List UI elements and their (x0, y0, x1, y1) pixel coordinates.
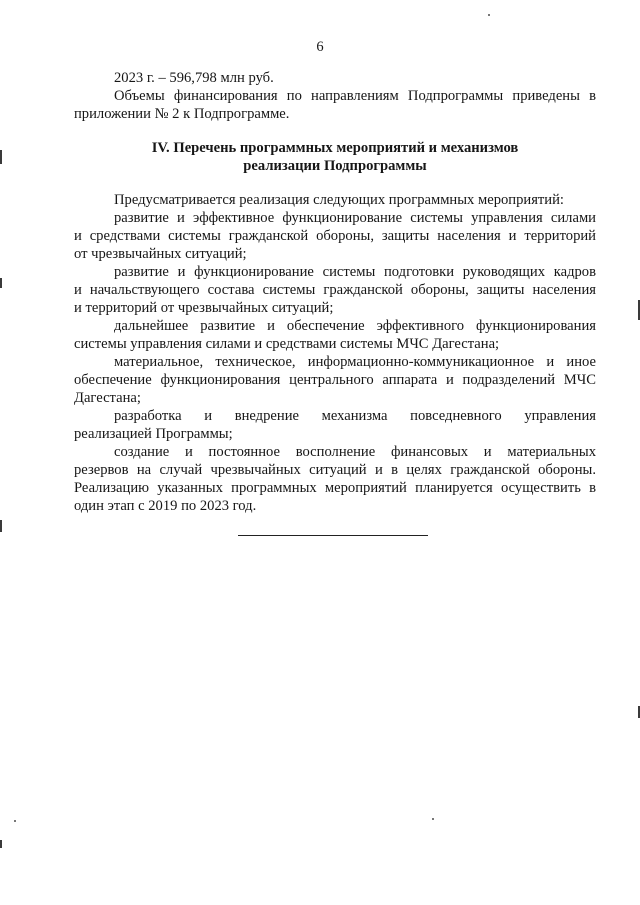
text-line: Дагестана; (74, 390, 141, 406)
text-line: разработка и внедрение механизма повседневного управления (114, 408, 596, 424)
text-line: и начальствующего состава системы гражданской обороны, защиты населения (74, 282, 596, 298)
scan-artifact (432, 818, 434, 820)
text-line: 2023 г. – 596,798 млн руб. (114, 70, 274, 86)
text-line: дальнейшее развитие и обеспечение эффективного функционирования (114, 318, 596, 334)
text-line: материальное, техническое, информационно-коммуникационное и иное (114, 354, 596, 370)
text-line: Реализацию указанных программных мероприятий планируется осуществить в (74, 480, 596, 496)
section-heading (74, 139, 596, 175)
text-line: создание и постоянное восполнение финансовых и материальных (114, 444, 596, 460)
scan-artifact (0, 278, 2, 288)
text-line: приложении № 2 к Подпрограмме. (74, 106, 290, 122)
text-line: развитие и функционирование системы подготовки руководящих кадров (114, 264, 596, 280)
scan-artifact (0, 150, 2, 164)
text-line: обеспечение функционирования центрального аппарата и подразделений МЧС (74, 372, 596, 388)
text-line: один этап с 2019 по 2023 год. (74, 498, 257, 514)
funding-paragraph (74, 69, 596, 123)
text-line: системы управления силами и средствами системы МЧС Дагестана; (74, 336, 500, 352)
text-line: и средствами системы гражданской обороны, защиты населения и территорий (74, 228, 596, 244)
scan-artifact (488, 14, 490, 16)
text-line: Предусматривается реализация следующих программных мероприятий: (114, 192, 564, 208)
text-line: и территорий от чрезвычайных ситуаций; (74, 300, 334, 316)
text-line: реализацией Программы; (74, 426, 233, 442)
text-line: резервов на случай чрезвычайных ситуаций и в целях гражданской обороны. (74, 462, 596, 478)
heading-line: IV. Перечень программных мероприятий и механизмов (151, 140, 519, 156)
scan-artifact (14, 820, 16, 822)
text-line: развитие и эффективное функционирование системы управления силами (114, 210, 596, 226)
scan-artifact (0, 520, 2, 532)
measures-text (74, 191, 596, 515)
scan-artifact (0, 840, 2, 848)
text-line: Объемы финансирования по направлениям Подпрограммы приведены в (114, 88, 596, 104)
heading-line: реализации Подпрограммы (243, 158, 427, 174)
text-line: от чрезвычайных ситуаций; (74, 246, 247, 262)
closing-rule (238, 535, 428, 536)
page-number: 6 (316, 39, 324, 55)
